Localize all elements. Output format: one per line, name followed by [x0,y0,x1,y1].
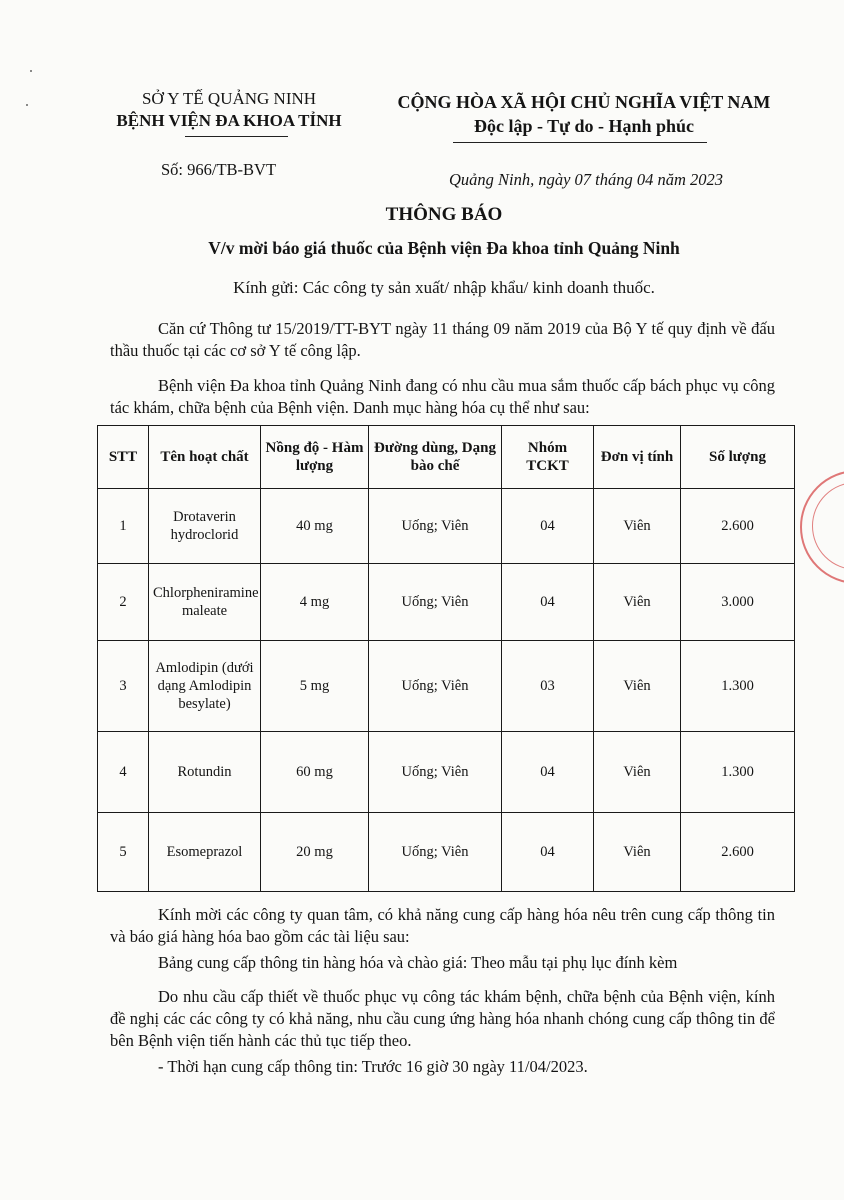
issuer-hospital: BỆNH VIỆN ĐA KHOA TỈNH [116,111,342,130]
cell-quantity: 2.600 [681,489,795,564]
table-row [98,489,795,564]
table-header-row [98,426,795,489]
cell-unit: Viên [594,732,681,813]
cell-route-form: Uống; Viên [369,813,502,892]
issuer-department: SỞ Y TẾ QUẢNG NINH [141,89,317,108]
header-route-form: Đường dùng, Dạng bào chế [369,426,502,489]
cell-active-ingredient: Drotaverin hydroclorid [149,489,261,564]
document-date: Quảng Ninh, ngày 07 tháng 04 năm 2023 [448,170,724,189]
issuer-underline [185,136,288,137]
table-row [98,564,795,641]
header-active-ingredient: Tên hoạt chất [149,426,261,489]
issuer-block [88,88,370,132]
paragraph-quote-form: Bảng cung cấp thông tin hàng hóa và chào giá: Theo mẫu tại phụ lục đính kèm [158,953,678,972]
cell-strength: 40 mg [261,489,369,564]
paragraph-urgency: Do nhu cầu cấp thiết về thuốc phục vụ công tác khám bệnh, chữa bệnh của Bệnh viện, kính đề nghị các các công ty có khả năng, nhu cầu cung ứng hàng hóa nhanh chóng cung cấp thông tin để bên Bệnh viện tiến hành các thủ tục tiếp theo. [110,987,775,1050]
cell-route-form: Uống; Viên [369,564,502,641]
document-title: THÔNG BÁO [385,204,503,225]
paragraph-need: Bệnh viện Đa khoa tỉnh Quảng Ninh đang có nhu cầu mua sắm thuốc cấp bách phục vụ công tác khám, chữa bệnh của Bệnh viện. Danh mục hàng hóa cụ thể như sau: [110,376,775,417]
paragraph-deadline: - Thời hạn cung cấp thông tin: Trước 16 giờ 30 ngày 11/04/2023. [158,1057,588,1076]
cell-active-ingredient: Esomeprazol [149,813,261,892]
document-number: Số: 966/TB-BVT [161,160,277,179]
cell-active-ingredient: Rotundin [149,732,261,813]
table-row [98,641,795,732]
header-strength: Nồng độ - Hàm lượng [261,426,369,489]
table-row [98,732,795,813]
header-tech-group: Nhóm TCKT [502,426,594,489]
cell-unit: Viên [594,641,681,732]
cell-strength: 20 mg [261,813,369,892]
paragraph-invitation: Kính mời các công ty quan tâm, có khả năng cung cấp hàng hóa nêu trên cung cấp thông tin và báo giá hàng hóa bao gồm các tài liệu sau: [110,905,775,946]
header-stt: STT [98,426,149,489]
motto-underline [453,142,707,143]
paragraph-legal-basis: Căn cứ Thông tư 15/2019/TT-BYT ngày 11 tháng 09 năm 2019 của Bộ Y tế quy định về đấu thầu thuốc tại các cơ sở Y tế công lập. [110,319,775,360]
cell-route-form: Uống; Viên [369,489,502,564]
header-quantity: Số lượng [681,426,795,489]
cell-unit: Viên [594,813,681,892]
cell-tech-group: 04 [502,489,594,564]
cell-quantity: 3.000 [681,564,795,641]
cell-quantity: 2.600 [681,813,795,892]
cell-unit: Viên [594,489,681,564]
country-name: CỘNG HÒA XÃ HỘI CHỦ NGHĨA VIỆT NAM [397,92,771,112]
cell-stt: 1 [98,489,149,564]
cell-strength: 60 mg [261,732,369,813]
cell-tech-group: 04 [502,732,594,813]
scan-speck [30,70,32,72]
cell-unit: Viên [594,564,681,641]
national-motto: Độc lập - Tự do - Hạnh phúc [473,116,695,136]
cell-active-ingredient: Amlodipin (dưới dạng Amlodipin besylate) [149,641,261,732]
cell-active-ingredient: Chlorpheniramine maleate [149,564,261,641]
cell-tech-group: 04 [502,813,594,892]
cell-strength: 4 mg [261,564,369,641]
cell-stt: 5 [98,813,149,892]
cell-quantity: 1.300 [681,641,795,732]
header-unit: Đơn vị tính [594,426,681,489]
national-motto-block [378,90,790,138]
cell-stt: 2 [98,564,149,641]
scan-speck [26,104,28,106]
cell-route-form: Uống; Viên [369,732,502,813]
goods-table [97,425,795,892]
cell-route-form: Uống; Viên [369,641,502,732]
cell-stt: 3 [98,641,149,732]
cell-tech-group: 04 [502,564,594,641]
document-subject: V/v mời báo giá thuốc của Bệnh viện Đa khoa tỉnh Quảng Ninh [208,238,680,258]
cell-quantity: 1.300 [681,732,795,813]
table-row [98,813,795,892]
cell-stt: 4 [98,732,149,813]
cell-tech-group: 03 [502,641,594,732]
cell-strength: 5 mg [261,641,369,732]
document-recipient: Kính gửi: Các công ty sản xuất/ nhập khẩu/ kinh doanh thuốc. [233,278,655,297]
